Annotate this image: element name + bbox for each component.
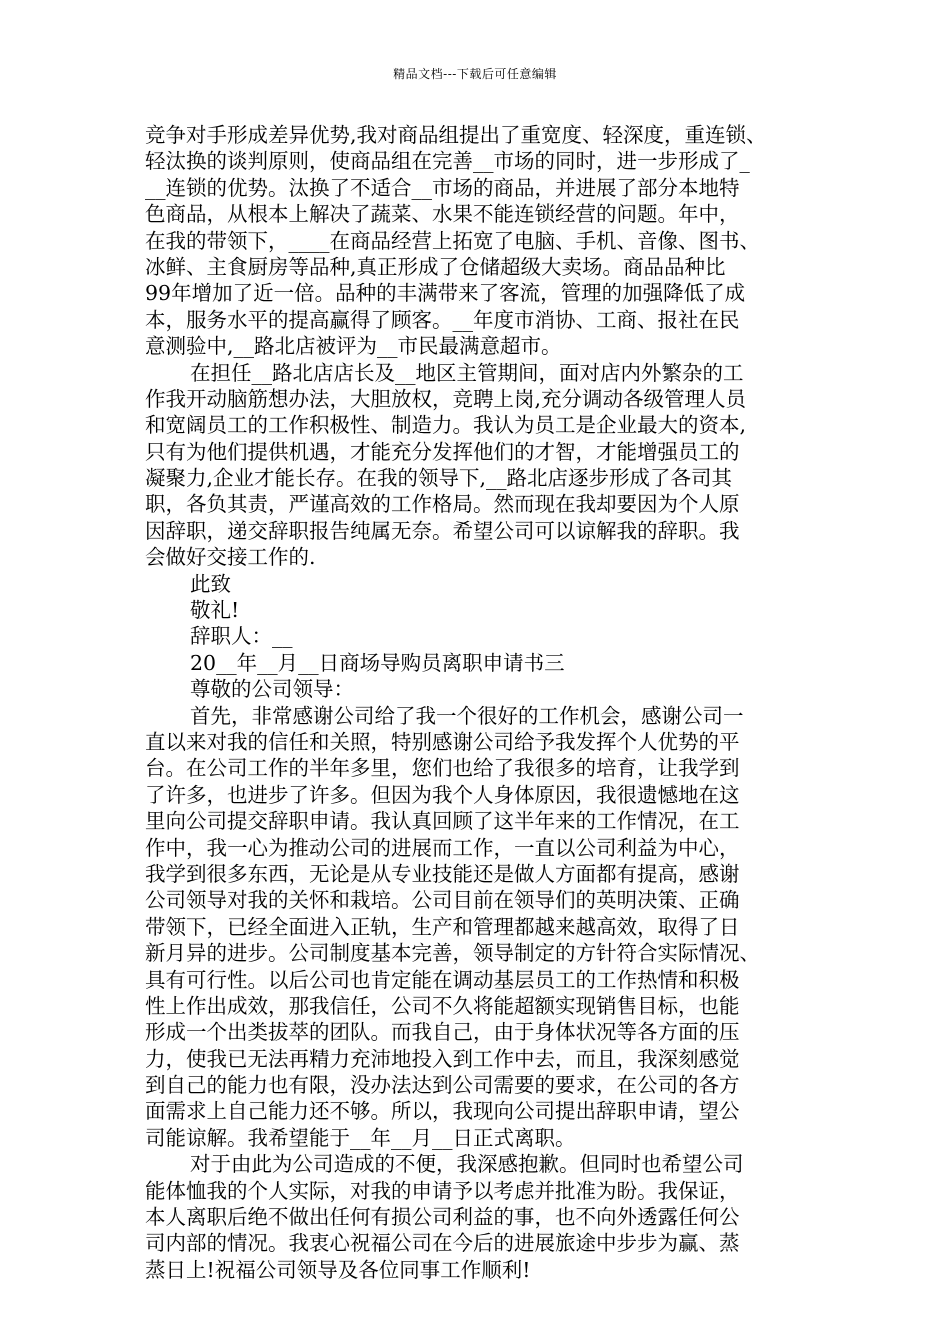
text-line: 台。在公司工作的半年多里，您们也给了我很多的培育，让我学到 (145, 756, 740, 781)
text-line: 轻汰换的谈判原则，使商品组在完善__市场的同时，进一步形成了_ (145, 149, 750, 174)
text-line: 形成一个出类拔萃的团队。而我自己，由于身体状况等各方面的压 (145, 1020, 740, 1045)
text-line: 凝聚力,企业才能长存。在我的领导下,__路北店逐步形成了各司其 (145, 466, 733, 491)
text-line: 只有为他们提供机遇，才能充分发挥他们的才智，才能增强员工的 (145, 439, 740, 464)
text-line: 作中，我一心为推动公司的进展而工作，一直以公司利益为中心， (145, 835, 740, 860)
text-line: __连锁的优势。汰换了不适合__市场的商品，并进展了部分本地特 (145, 175, 740, 200)
text-line: 和宽阔员工的工作积极性、制造力。我认为员工是企业最大的资本, (145, 413, 747, 438)
text-line: 会做好交接工作的. (145, 545, 316, 570)
text-line: 面需求上自己能力还不够。所以，我现向公司提出辞职申请，望公 (145, 1099, 740, 1124)
text-line: 敬礼! (190, 598, 240, 623)
text-line: 尊敬的公司领导： (190, 677, 354, 702)
text-line: 新月异的进步。公司制度基本完善，领导制定的方针符合实际情况、 (145, 941, 760, 966)
text-line: 意测验中,__路北店被评为__市民最满意超市。 (145, 334, 562, 359)
text-line: 司能谅解。我希望能于__年__月__日正式离职。 (145, 1125, 576, 1150)
text-line: 能体恤我的个人实际，对我的申请予以考虑并批准为盼。我保证， (145, 1178, 740, 1203)
text-line: 色商品，从根本上解决了蔬菜、水果不能连锁经营的问题。年中， (145, 202, 740, 227)
text-line: 99年增加了近一倍。品种的丰满带来了客流，管理的加强降低了成 (145, 281, 746, 306)
text-line: 性上作出成效，那我信任，公司不久将能超额实现销售目标，也能 (145, 993, 740, 1018)
text-line: 直以来对我的信任和关照，特别感谢公司给予我发挥个人优势的平 (145, 729, 740, 754)
text-line: 带领下，已经全面进入正轨，生产和管理都越来越高效，取得了日 (145, 914, 740, 939)
text-line: 蒸日上!祝福公司领导及各位同事工作顺利! (145, 1257, 531, 1282)
page-header: 精品文档---下载后可任意编辑 (393, 67, 557, 81)
text-line: 到自己的能力也有限，没办法达到公司需要的要求，在公司的各方 (145, 1073, 740, 1098)
text-line: 本人离职后绝不做出任何有损公司利益的事，也不向外透露任何公 (145, 1205, 740, 1230)
text-line: 我学到很多东西，无论是从专业技能还是做人方面都有提高，感谢 (145, 861, 740, 886)
text-line: 在担任__路北店店长及__地区主管期间，面对店内外繁杂的工 (190, 360, 744, 385)
text-line: 冰鲜、主食厨房等品种,真正形成了仓储超级大卖场。商品品种比 (145, 254, 726, 279)
text-line: 司内部的情况。我衷心祝福公司在今后的进展旅途中步步为赢、蒸 (145, 1231, 740, 1256)
text-line: 竞争对手形成差异优势,我对商品组提出了重宽度、轻深度，重连锁、 (145, 123, 767, 147)
text-line: 职，各负其责，严谨高效的工作格局。然而现在我却要因为个人原 (145, 492, 740, 517)
text-line: 作我开动脑筋想办法，大胆放权，竞聘上岗,充分调动各级管理人员 (145, 386, 747, 411)
document-body (145, 122, 805, 1283)
text-line: 了许多，也进步了许多。但因为我个人身体原因，我很遗憾地在这 (145, 782, 740, 807)
text-line: 首先，非常感谢公司给了我一个很好的工作机会，感谢公司一 (190, 703, 744, 728)
text-line: 里向公司提交辞职申请。我认真回顾了这半年来的工作情况，在工 (145, 809, 740, 834)
text-line: 公司领导对我的关怀和栽培。公司目前在领导们的英明决策、正确 (145, 888, 740, 913)
text-line: 此致 (190, 571, 231, 596)
text-line: 力，使我已无法再精力充沛地投入到工作中去，而且，我深刻感觉 (145, 1046, 740, 1071)
text-line: 对于由此为公司造成的不便，我深感抱歉。但同时也希望公司 (190, 1152, 744, 1177)
text-line: 辞职人：__ (190, 624, 293, 649)
text-line: 具有可行性。以后公司也肯定能在调动基层员工的工作热情和积极 (145, 967, 740, 992)
text-line: 本，服务水平的提高赢得了顾客。__年度市消协、工商、报社在民 (145, 307, 740, 332)
text-line: 因辞职，递交辞职报告纯属无奈。希望公司可以谅解我的辞职。我 (145, 518, 740, 543)
text-line: 20__年__月__日商场导购员离职申请书三 (190, 650, 565, 675)
text-line: 在我的带领下，____在商品经营上拓宽了电脑、手机、音像、图书、 (145, 228, 760, 253)
